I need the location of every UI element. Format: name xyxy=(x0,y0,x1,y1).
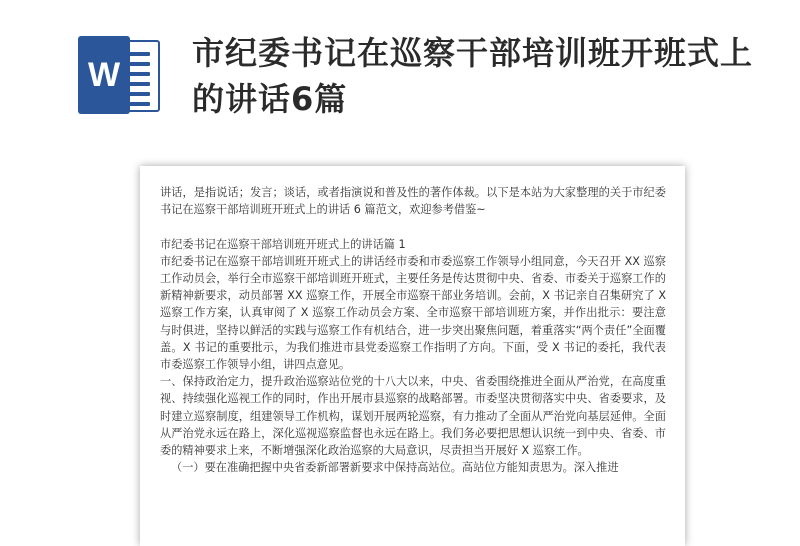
word-badge: W xyxy=(78,36,130,114)
body-paragraph-2: 一、保持政治定力，提升政治巡察站位党的十八大以来，中央、省委围绕推进全面从严治党，在高度重视、持续强化巡视工作的同时，作出开展市县巡察的战略部署。市委坚决贯彻落实中央、省委要求，及时建立巡察制度，组建领导工作机构，谋划开展两轮巡察，有力推动了全面从严治党向基层延伸。全面从严治党永远在路上，深化巡视巡察监督也永远在路上。我们务必要把思想认识统一到中央、省委、市委的精神要求上来，不断增强深化政治巡察的大局意识，尽责担当开展好 X 巡察工作。 xyxy=(160,375,666,458)
body-paragraph-3: （一）要在准确把握中央省委新部署新要求中保持高站位。高站位方能知责思为。深入推进 xyxy=(171,461,619,475)
text-line-shape xyxy=(128,92,150,96)
text-line-shape xyxy=(128,62,150,66)
word-document-icon xyxy=(78,36,164,114)
section-heading: 市纪委书记在巡察干部培训班开班式上的讲话篇 1 xyxy=(160,237,406,251)
paragraph-gap xyxy=(160,218,666,235)
text-line-shape xyxy=(128,82,150,86)
text-line-shape xyxy=(128,52,150,56)
document-page xyxy=(140,166,685,546)
body-paragraph-1: 市纪委书记在巡察干部培训班开班式上的讲话经市委和市委巡察工作领导小组同意，今天召开 XX 巡察工作动员会，举行全市巡察干部培训班开班式，主要任务是传达贯彻中央、省委、市委关于巡察工作的新精神新要求，动员部署 XX 巡察工作，开展全市巡察干部业务培训。会前，X 书记亲自召集研究了 X 巡察工作方案，认真审阅了 X 巡察工作动员会方案、全市巡察干部培训班方案，并作出批示：要注意与时俱进，坚持以鲜活的实践与巡察工作有机结合，进一步突出聚焦问题，着重落实“两个责任”全面覆盖。X 书记的重要批示，为我们推进市县党委巡察工作指明了方向。下面，受 X 书记的委托，我代表市委巡察工作领导小组，讲四点意见。 xyxy=(160,254,666,372)
text-line-shape xyxy=(128,102,150,106)
document-body xyxy=(160,184,666,476)
page-title: 市纪委书记在巡察干部培训班开班式上的讲话6篇 xyxy=(192,34,754,118)
intro-paragraph: 讲话，是指说话；发言；谈话，或者指演说和普及性的著作体裁。以下是本站为大家整理的关于市纪委书记在巡察干部培训班开班式上的讲话 6 篇范文，欢迎参考借鉴~ xyxy=(160,186,666,217)
text-line-shape xyxy=(128,72,150,76)
